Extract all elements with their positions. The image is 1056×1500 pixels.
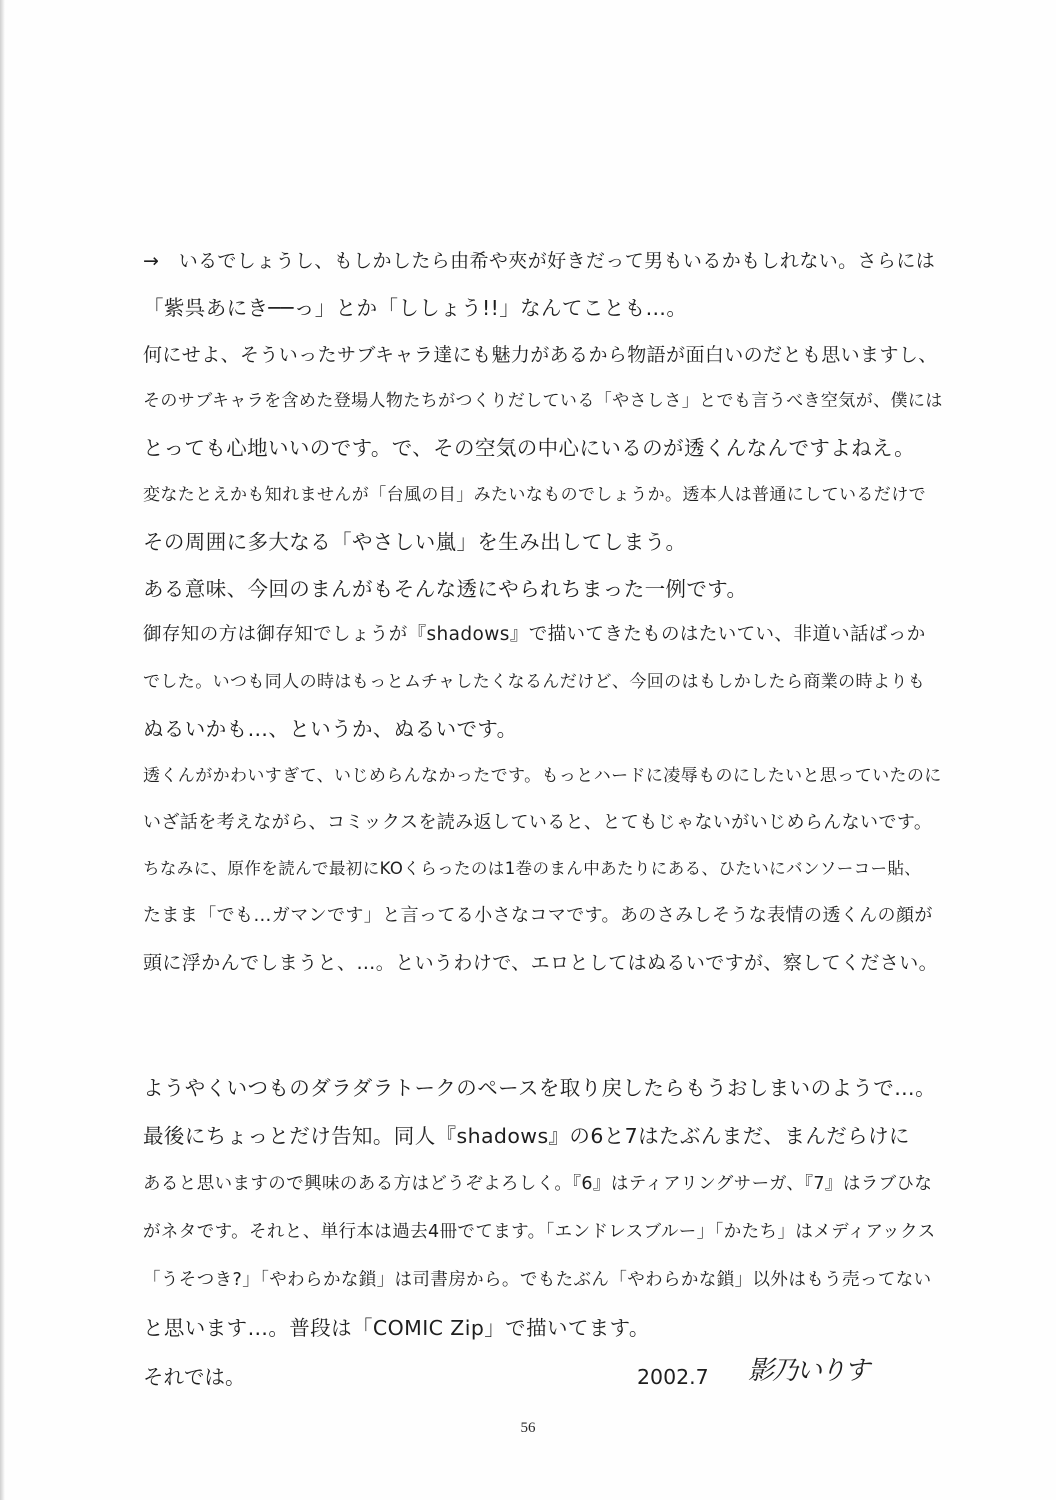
text-line: 変なたとえかも知れませんが「台風の目」みたいなものでしょうか。透本人は普通にしているだけで bbox=[143, 484, 926, 505]
text-line: 何にせよ、そういったサブキャラ達にも魅力があるから物語が面白いのだとも思いますし、 bbox=[143, 343, 938, 366]
text-line: がネタです。それと、単行本は過去4冊でてます。「エンドレスブルー」「かたち」はメディアックス bbox=[143, 1222, 936, 1242]
text-line: ようやくいつものダラダラトークのペースを取り戻したらもうおしまいのようで…。 bbox=[143, 1076, 936, 1100]
text-line: ある意味、今回のまんがもそんな透にやられちまった一例です。 bbox=[143, 576, 748, 601]
page-left-edge-shadow bbox=[0, 0, 5, 1500]
text-line: その周囲に多大なる「やさしい嵐」を生み出してしまう。 bbox=[143, 529, 687, 554]
closing-text: それでは。 bbox=[143, 1365, 246, 1389]
text-line: あると思いますので興味のある方はどうぞよろしく。『6』はティアリングサーガ、『7』はラブひな bbox=[143, 1174, 933, 1194]
text-line: とっても心地いいのです。で、その空気の中心にいるのが透くんなんですよねえ。 bbox=[143, 436, 916, 461]
text-line: と思います…。普段は「COMIC Zip」で描いてます。 bbox=[143, 1316, 650, 1340]
text-line: でした。いつも同人の時はもっとムチャしたくなるんだけど、今回のはもしかしたら商業の時よりも bbox=[143, 672, 926, 693]
paragraph-2 bbox=[143, 1064, 943, 1352]
text-line: 最後にちょっとだけ告知。同人『shadows』の6と7はたぶんまだ、まんだらけに bbox=[143, 1124, 910, 1148]
text-line: 「うそつき?」「やわらかな鎖」は司書房から。でもたぶん「やわらかな鎖」以外はもう売ってない bbox=[143, 1270, 932, 1290]
text-line: いざ話を考えながら、コミックスを読み返していると、とてもじゃないがいじめらんないです。 bbox=[143, 811, 933, 833]
text-line: 透くんがかわいすぎて、いじめらんなかったです。もっとハードに凌辱ものにしたいと思っていたのに bbox=[143, 765, 942, 786]
paragraph-1 bbox=[143, 238, 943, 987]
text-line: そのサブキャラを含めた登場人物たちがつくりだしている「やさしさ」とでも言うべき空気が、僕には bbox=[143, 391, 943, 412]
closing-row bbox=[143, 1354, 943, 1400]
text-line: たまま「でも…ガマンです」と言ってる小さなコマです。あのさみしそうな表情の透くんの顔が bbox=[143, 905, 933, 927]
text-line: 「紫呉あにき──っ」とか「ししょう!!」なんてことも…。 bbox=[143, 295, 688, 320]
text-line: 頭に浮かんでしまうと、…。というわけで、エロとしてはぬるいですが、察してください。 bbox=[143, 951, 939, 974]
text-line: ちなみに、原作を読んで最初にKOくらったのは1巻のまん中あたりにある、ひたいにバンソーコー貼、 bbox=[143, 859, 922, 879]
page-number: 56 bbox=[520, 1420, 536, 1436]
text-line: 御存知の方は御存知でしょうが『shadows』で描いてきたものはたいてい、非道い話ばっか bbox=[143, 624, 926, 646]
text-line: ぬるいかも…、というか、ぬるいです。 bbox=[143, 716, 518, 741]
date-text: 2002.7 bbox=[637, 1365, 709, 1389]
text-line: → いるでしょうし、もしかしたら由希や夾が好きだって男もいるかもしれない。さらには bbox=[143, 250, 936, 272]
author-signature: 影乃いりす bbox=[748, 1356, 869, 1386]
